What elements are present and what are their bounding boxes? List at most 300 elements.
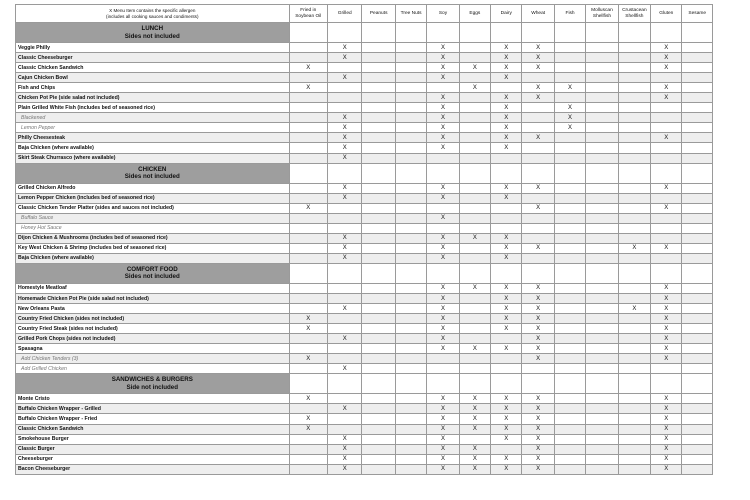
col-molluscan-shellfish: Molluscan Shellfish — [586, 5, 618, 23]
table-row — [16, 143, 713, 153]
menu-item-option: Honey Hot Sauce — [16, 223, 290, 233]
menu-item-name: Classic Chicken Tender Platter (sides and sauces not included) — [16, 203, 290, 213]
allergen-cell — [395, 93, 426, 103]
allergen-cell — [362, 143, 395, 153]
allergen-cell — [554, 43, 585, 53]
section-blank-cell — [682, 163, 713, 183]
allergen-cell — [554, 344, 585, 354]
allergen-cell: X — [459, 283, 490, 293]
section-blank-cell — [362, 23, 395, 43]
allergen-cell: X — [522, 434, 554, 444]
allergen-cell — [459, 113, 490, 123]
table-row — [16, 53, 713, 63]
allergen-cell — [362, 354, 395, 364]
allergen-cell — [618, 434, 650, 444]
allergen-cell — [362, 243, 395, 253]
allergen-cell — [362, 314, 395, 324]
allergen-cell — [522, 223, 554, 233]
allergen-cell — [362, 103, 395, 113]
allergen-cell — [427, 203, 459, 213]
allergen-cell — [328, 424, 362, 434]
allergen-cell — [682, 53, 713, 63]
menu-item-name: Cajun Chicken Bowl — [16, 73, 290, 83]
col-soy: Soy — [427, 5, 459, 23]
menu-item-option: Add Grilled Chicken — [16, 364, 290, 374]
allergen-cell — [491, 364, 522, 374]
allergen-cell — [395, 203, 426, 213]
allergen-cell: X — [427, 314, 459, 324]
allergen-cell — [618, 404, 650, 414]
allergen-cell: X — [522, 83, 554, 93]
section-blank-cell — [289, 263, 327, 283]
allergen-cell — [682, 424, 713, 434]
allergen-cell — [362, 404, 395, 414]
allergen-cell: X — [427, 444, 459, 454]
section-blank-cell — [289, 374, 327, 394]
table-row — [16, 414, 713, 424]
allergen-cell — [682, 153, 713, 163]
allergen-cell — [586, 364, 618, 374]
allergen-cell: X — [491, 63, 522, 73]
allergen-cell — [618, 193, 650, 203]
allergen-cell — [554, 314, 585, 324]
section-blank-cell — [362, 374, 395, 394]
allergen-cell — [554, 143, 585, 153]
allergen-cell — [586, 233, 618, 243]
allergen-cell — [395, 304, 426, 314]
section-blank-cell — [586, 263, 618, 283]
allergen-cell — [586, 193, 618, 203]
allergen-cell — [459, 43, 490, 53]
allergen-cell — [328, 314, 362, 324]
section-blank-cell — [618, 163, 650, 183]
allergen-cell — [682, 233, 713, 243]
allergen-cell — [618, 113, 650, 123]
allergen-cell — [459, 364, 490, 374]
allergen-cell: X — [328, 334, 362, 344]
allergen-cell — [328, 283, 362, 293]
section-blank-cell — [328, 23, 362, 43]
allergen-cell — [289, 73, 327, 83]
table-row — [16, 133, 713, 143]
allergen-cell: X — [328, 233, 362, 243]
allergen-cell — [618, 53, 650, 63]
allergen-cell — [491, 354, 522, 364]
allergen-cell — [682, 133, 713, 143]
allergen-cell — [395, 43, 426, 53]
allergen-cell — [682, 93, 713, 103]
allergen-cell — [586, 304, 618, 314]
allergen-cell — [586, 424, 618, 434]
allergen-cell — [395, 183, 426, 193]
table-row — [16, 123, 713, 133]
col-eggs: Eggs — [459, 5, 490, 23]
allergen-cell — [289, 454, 327, 464]
menu-item-name: Homestyle Meatloaf — [16, 283, 290, 293]
allergen-cell — [328, 103, 362, 113]
col-fried-soybean-oil: Fried in Soybean Oil — [289, 5, 327, 23]
allergen-cell: X — [651, 283, 682, 293]
allergen-cell — [682, 324, 713, 334]
allergen-cell: X — [491, 414, 522, 424]
allergen-cell: X — [522, 444, 554, 454]
menu-item-name: Cheeseburger — [16, 454, 290, 464]
allergen-cell — [554, 203, 585, 213]
allergen-cell: X — [328, 464, 362, 474]
allergen-cell — [618, 133, 650, 143]
allergen-cell — [362, 424, 395, 434]
allergen-cell: X — [651, 183, 682, 193]
table-row — [16, 424, 713, 434]
allergen-cell — [289, 113, 327, 123]
allergen-cell — [618, 123, 650, 133]
col-crustacean-shellfish: Crustacean Shellfish — [618, 5, 650, 23]
menu-item-name: Classic Burger — [16, 444, 290, 454]
section-blank-cell — [459, 23, 490, 43]
allergen-cell: X — [328, 253, 362, 263]
allergen-cell: X — [651, 354, 682, 364]
allergen-cell — [682, 143, 713, 153]
allergen-cell — [459, 183, 490, 193]
allergen-cell: X — [328, 404, 362, 414]
table-row — [16, 203, 713, 213]
allergen-cell — [395, 53, 426, 63]
allergen-cell — [395, 344, 426, 354]
allergen-cell — [289, 103, 327, 113]
allergen-cell: X — [522, 344, 554, 354]
allergen-cell: X — [427, 43, 459, 53]
allergen-cell — [554, 283, 585, 293]
allergen-cell — [328, 344, 362, 354]
allergen-cell — [459, 324, 490, 334]
allergen-cell: X — [651, 203, 682, 213]
col-peanuts: Peanuts — [362, 5, 395, 23]
allergen-cell — [586, 203, 618, 213]
allergen-cell — [328, 394, 362, 404]
allergen-cell — [682, 193, 713, 203]
table-row — [16, 43, 713, 53]
menu-item-name: Country Fried Steak (sides not included) — [16, 324, 290, 334]
section-blank-cell — [427, 163, 459, 183]
allergen-cell: X — [427, 454, 459, 464]
table-row — [16, 73, 713, 83]
allergen-cell: X — [427, 103, 459, 113]
allergen-cell: X — [328, 43, 362, 53]
allergen-cell: X — [491, 73, 522, 83]
allergen-cell: X — [491, 53, 522, 63]
allergen-cell — [491, 444, 522, 454]
menu-item-name: Buffalo Chicken Wrapper - Fried — [16, 414, 290, 424]
allergen-cell — [289, 53, 327, 63]
allergen-cell — [289, 153, 327, 163]
allergen-cell — [289, 233, 327, 243]
allergen-cell — [651, 143, 682, 153]
allergen-cell — [362, 153, 395, 163]
section-header — [16, 163, 713, 183]
allergen-cell: X — [328, 133, 362, 143]
allergen-cell — [682, 73, 713, 83]
allergen-cell: X — [491, 464, 522, 474]
section-subtitle: Sides not included — [124, 32, 180, 40]
section-title-text: COMFORT FOOD — [126, 265, 178, 273]
allergen-cell: X — [491, 133, 522, 143]
allergen-cell — [289, 464, 327, 474]
allergen-cell — [586, 334, 618, 344]
header-note-line1: X Menu Item contains the specific allergen — [109, 8, 196, 14]
allergen-cell — [586, 113, 618, 123]
allergen-cell: X — [491, 293, 522, 303]
menu-item-name: Philly Cheesesteak — [16, 133, 290, 143]
allergen-cell: X — [651, 243, 682, 253]
section-blank-cell — [491, 263, 522, 283]
allergen-cell — [362, 253, 395, 263]
section-blank-cell — [328, 263, 362, 283]
allergen-cell — [491, 153, 522, 163]
allergen-cell — [362, 223, 395, 233]
allergen-cell — [395, 63, 426, 73]
menu-item-name: New Orleans Pasta — [16, 304, 290, 314]
section-blank-cell — [491, 374, 522, 394]
allergen-cell — [328, 93, 362, 103]
allergen-cell — [522, 113, 554, 123]
allergen-cell — [651, 193, 682, 203]
section-blank-cell — [491, 23, 522, 43]
allergen-cell — [554, 133, 585, 143]
section-blank-cell — [554, 374, 585, 394]
allergen-cell — [618, 464, 650, 474]
allergen-cell: X — [289, 324, 327, 334]
allergen-cell — [618, 344, 650, 354]
section-blank-cell — [395, 263, 426, 283]
allergen-cell — [395, 233, 426, 243]
allergen-cell — [682, 464, 713, 474]
allergen-cell — [395, 253, 426, 263]
allergen-cell — [618, 233, 650, 243]
section-blank-cell — [427, 374, 459, 394]
allergen-cell — [362, 43, 395, 53]
allergen-cell — [362, 304, 395, 314]
allergen-cell — [618, 213, 650, 223]
allergen-cell — [586, 103, 618, 113]
allergen-cell — [586, 434, 618, 444]
menu-item-name: Key West Chicken & Shrimp (includes bed of seasoned rice) — [16, 243, 290, 253]
allergen-cell: X — [289, 424, 327, 434]
allergen-cell — [395, 394, 426, 404]
allergen-cell: X — [328, 113, 362, 123]
allergen-cell: X — [522, 324, 554, 334]
allergen-cell — [618, 354, 650, 364]
allergen-cell: X — [522, 53, 554, 63]
allergen-cell: X — [427, 143, 459, 153]
allergen-cell — [328, 293, 362, 303]
allergen-cell — [395, 354, 426, 364]
allergen-cell — [289, 143, 327, 153]
allergen-cell: X — [328, 53, 362, 63]
allergen-cell — [682, 123, 713, 133]
allergen-cell — [362, 364, 395, 374]
table-row — [16, 344, 713, 354]
allergen-cell — [554, 334, 585, 344]
allergen-cell — [618, 223, 650, 233]
allergen-cell — [682, 404, 713, 414]
section-blank-cell — [328, 374, 362, 394]
allergen-cell — [395, 103, 426, 113]
allergen-cell — [328, 83, 362, 93]
allergen-cell: X — [522, 304, 554, 314]
allergen-cell: X — [427, 73, 459, 83]
allergen-cell: X — [427, 434, 459, 444]
allergen-cell — [554, 183, 585, 193]
allergen-cell — [586, 223, 618, 233]
allergen-cell — [682, 203, 713, 213]
allergen-cell — [586, 63, 618, 73]
menu-item-option: Add Chicken Tenders (3) — [16, 354, 290, 364]
section-blank-cell — [586, 374, 618, 394]
allergen-cell: X — [522, 183, 554, 193]
allergen-cell: X — [491, 324, 522, 334]
allergen-cell: X — [554, 83, 585, 93]
allergen-cell — [427, 364, 459, 374]
section-title-text: CHICKEN — [138, 165, 167, 173]
allergen-cell: X — [328, 454, 362, 464]
col-dairy: Dairy — [491, 5, 522, 23]
menu-item-name: Bacon Cheeseburger — [16, 464, 290, 474]
allergen-cell: X — [328, 444, 362, 454]
section-blank-cell — [651, 263, 682, 283]
allergen-cell — [522, 193, 554, 203]
allergen-cell — [618, 153, 650, 163]
allergen-cell: X — [522, 133, 554, 143]
allergen-cell — [586, 354, 618, 364]
allergen-cell: X — [651, 324, 682, 334]
table-row — [16, 83, 713, 93]
allergen-cell — [586, 43, 618, 53]
allergen-cell — [328, 63, 362, 73]
allergen-cell — [459, 334, 490, 344]
allergen-cell — [289, 283, 327, 293]
allergen-cell — [362, 83, 395, 93]
allergen-cell — [618, 364, 650, 374]
allergen-cell: X — [491, 434, 522, 444]
allergen-cell — [618, 83, 650, 93]
allergen-cell — [289, 193, 327, 203]
allergen-cell: X — [651, 344, 682, 354]
section-blank-cell — [554, 163, 585, 183]
section-blank-cell — [522, 163, 554, 183]
allergen-cell — [618, 143, 650, 153]
allergen-cell: X — [289, 83, 327, 93]
allergen-cell — [328, 324, 362, 334]
allergen-cell — [522, 233, 554, 243]
allergen-cell — [522, 143, 554, 153]
allergen-cell: X — [522, 454, 554, 464]
allergen-cell: X — [522, 203, 554, 213]
allergen-cell — [459, 93, 490, 103]
allergen-cell — [289, 404, 327, 414]
allergen-cell — [395, 243, 426, 253]
allergen-cell — [554, 364, 585, 374]
allergen-cell: X — [651, 304, 682, 314]
allergen-cell: X — [491, 183, 522, 193]
allergen-cell — [554, 233, 585, 243]
allergen-cell: X — [651, 53, 682, 63]
allergen-cell: X — [427, 233, 459, 243]
allergen-cell — [682, 283, 713, 293]
allergen-cell: X — [554, 113, 585, 123]
allergen-cell — [618, 183, 650, 193]
allergen-cell: X — [491, 424, 522, 434]
allergen-cell: X — [289, 394, 327, 404]
allergen-cell — [651, 213, 682, 223]
section-blank-cell — [395, 23, 426, 43]
allergen-cell: X — [554, 103, 585, 113]
allergen-cell — [522, 253, 554, 263]
allergen-cell: X — [427, 394, 459, 404]
section-blank-cell — [618, 23, 650, 43]
allergen-cell — [554, 223, 585, 233]
allergen-cell — [395, 283, 426, 293]
allergen-cell — [682, 344, 713, 354]
allergen-cell: X — [427, 53, 459, 63]
allergen-cell: X — [491, 304, 522, 314]
allergen-cell — [459, 434, 490, 444]
allergen-cell: X — [491, 93, 522, 103]
allergen-cell — [682, 43, 713, 53]
allergen-cell — [586, 153, 618, 163]
allergen-cell — [682, 293, 713, 303]
allergen-cell — [328, 223, 362, 233]
allergen-cell: X — [651, 314, 682, 324]
allergen-cell: X — [491, 314, 522, 324]
allergen-cell — [289, 213, 327, 223]
allergen-cell: X — [289, 203, 327, 213]
allergen-cell: X — [328, 73, 362, 83]
allergen-cell — [554, 93, 585, 103]
allergen-cell — [618, 424, 650, 434]
allergen-cell — [289, 434, 327, 444]
menu-item-name: Buffalo Chicken Wrapper - Grilled — [16, 404, 290, 414]
allergen-cell — [554, 444, 585, 454]
allergen-cell — [586, 53, 618, 63]
allergen-cell — [362, 53, 395, 63]
allergen-cell — [651, 103, 682, 113]
section-title — [16, 163, 290, 183]
header-row — [16, 5, 713, 23]
allergen-cell — [651, 153, 682, 163]
allergen-cell — [586, 324, 618, 334]
allergen-cell — [618, 93, 650, 103]
allergen-cell: X — [459, 233, 490, 243]
allergen-cell — [362, 63, 395, 73]
allergen-cell: X — [328, 243, 362, 253]
allergen-cell: X — [522, 404, 554, 414]
allergen-cell — [554, 394, 585, 404]
allergen-cell — [459, 143, 490, 153]
allergen-cell — [618, 314, 650, 324]
allergen-cell: X — [427, 93, 459, 103]
col-tree-nuts: Tree Nuts — [395, 5, 426, 23]
allergen-cell — [395, 293, 426, 303]
allergen-cell — [682, 394, 713, 404]
allergen-cell — [459, 153, 490, 163]
table-row — [16, 444, 713, 454]
section-header — [16, 23, 713, 43]
allergen-cell: X — [328, 183, 362, 193]
allergen-cell: X — [427, 334, 459, 344]
menu-item-option: Buffalo Sauce — [16, 213, 290, 223]
allergen-cell — [554, 243, 585, 253]
menu-item-name: Monte Cristo — [16, 394, 290, 404]
